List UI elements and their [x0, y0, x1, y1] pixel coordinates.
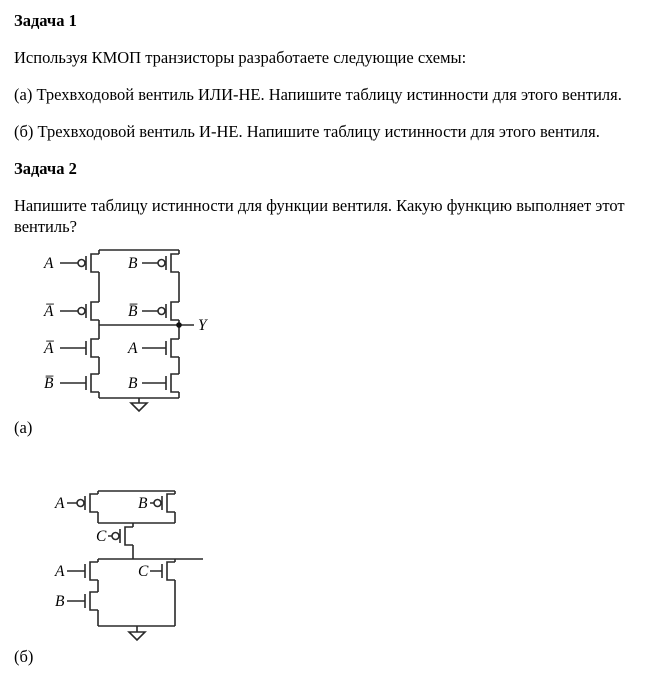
- task1-item-a: (а) Трехвходовой вентиль ИЛИ-НЕ. Напишите таблицу истинности для этого вентиля.: [14, 85, 622, 104]
- pmos-transistor: [138, 494, 175, 512]
- nmos-transistor: [55, 592, 98, 610]
- nmos-transistor: [54, 562, 98, 580]
- pmos-bubble-icon: [77, 500, 84, 507]
- pmos-transistor: [43, 254, 99, 272]
- task1-intro: Используя КМОП транзисторы разработаете следующие схемы:: [14, 48, 467, 67]
- pmos-bubble-icon: [158, 308, 165, 315]
- cmos-schematic-b: [53, 486, 655, 644]
- pmos-transistor: [43, 302, 99, 320]
- gate-label: A̅: [44, 340, 54, 357]
- task1-item-b: (б) Трехвходовой вентиль И-НЕ. Напишите таблицу истинности для этого вентиля.: [14, 122, 600, 141]
- nmos-transistor: [128, 374, 179, 392]
- gate-label: B: [55, 593, 65, 610]
- nmos-transistor: [138, 562, 175, 580]
- gate-label: B̅: [128, 303, 138, 320]
- pmos-bubble-icon: [154, 500, 161, 507]
- cmos-schematic-b-drawing: [53, 486, 218, 644]
- ground-icon: [129, 632, 145, 640]
- pmos-bubble-icon: [78, 308, 85, 315]
- pmos-transistor: [128, 254, 179, 272]
- task2-title: Задача 2: [14, 159, 77, 178]
- output-node-dot: [176, 322, 182, 328]
- task1-title: Задача 1: [14, 11, 77, 30]
- gate-label: C: [138, 563, 149, 580]
- gate-label: A: [55, 563, 65, 580]
- figure-a-caption: (а): [14, 418, 33, 437]
- nmos-transistor: [43, 339, 99, 357]
- pmos-bubble-icon: [112, 533, 119, 540]
- pmos-transistor: [54, 494, 98, 512]
- pmos-transistor: [96, 527, 133, 545]
- gate-label: C: [96, 528, 107, 545]
- ground-icon: [131, 403, 147, 411]
- task2-intro: Напишите таблицу истинности для функции вентиля. Какую функцию выполняет этот вентиль?: [14, 196, 625, 236]
- nmos-transistor: [44, 374, 99, 392]
- figure-b-caption: (б): [14, 647, 34, 666]
- gate-label: B: [138, 495, 148, 512]
- gate-label: A: [128, 340, 138, 357]
- gate-label: A̅: [44, 303, 54, 320]
- pmos-bubble-icon: [158, 260, 165, 267]
- gate-label: B̅: [44, 375, 54, 392]
- cmos-schematic-a: [42, 245, 655, 415]
- pmos-bubble-icon: [78, 260, 85, 267]
- nmos-transistor: [127, 339, 179, 357]
- output-label: Y: [198, 317, 207, 334]
- cmos-schematic-a-drawing: [42, 245, 217, 415]
- pmos-transistor: [128, 302, 179, 320]
- gate-label: A: [44, 255, 54, 272]
- gate-label: A: [55, 495, 65, 512]
- wire-network: [98, 491, 203, 632]
- gate-label: B: [128, 375, 138, 392]
- gate-label: B: [128, 255, 138, 272]
